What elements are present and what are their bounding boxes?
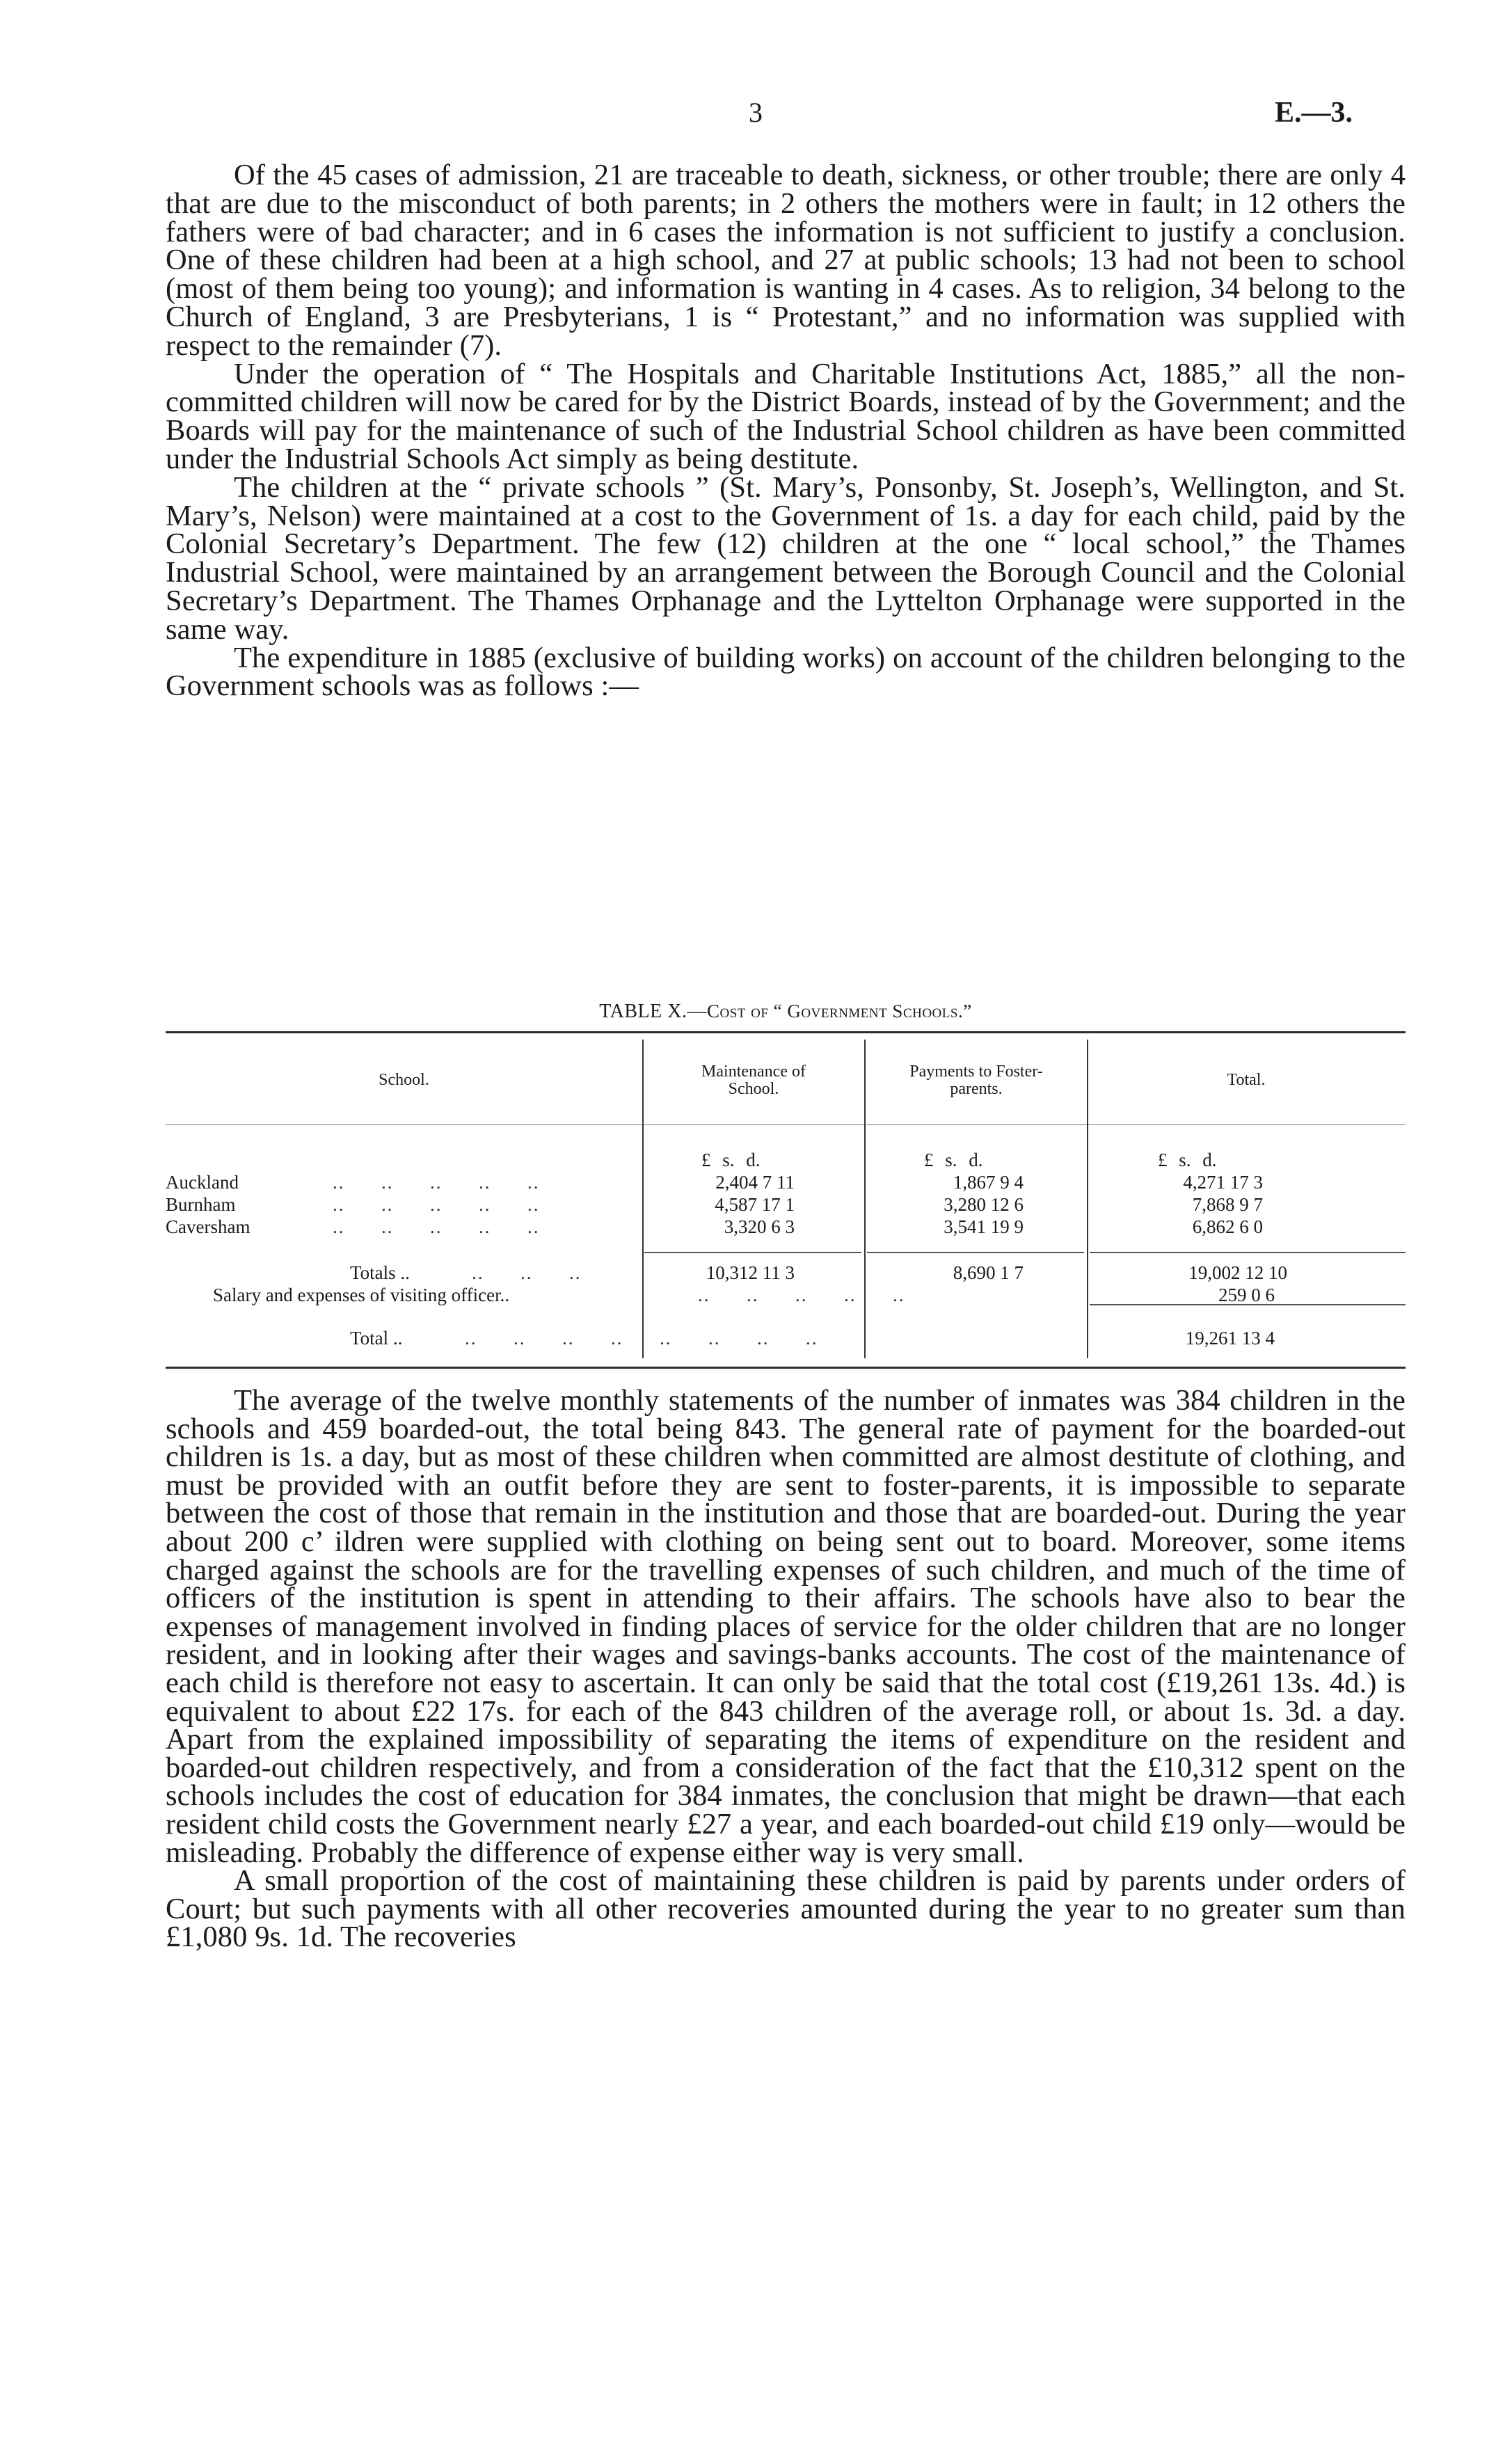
paragraph-admissions: Of the 45 cases of admission, 21 are traceable to death, sickness, or other trouble; there are only 4 that are due to the misconduct of both parents; in 2 others the mothers were in fault; in 12 others the fathers were of bad character; and in 6 cases the information is not sufficient to justify a conclusion. One of these children had been at a high school, and 27 at public schools; 13 had not been to school (most of them being too young); and information is wanting in 4 cases. As to religion, 34 belong to the Church of England, 3 are Presbyterians, 1 is “ Protestant,” and no information was supplied with respect to the remainder (7). <box>166 159 1406 362</box>
body-text-top <box>166 161 1406 701</box>
document-code: E.—3. <box>1275 97 1353 129</box>
header-rule <box>166 1124 1406 1125</box>
table-bottom-rule <box>166 1367 1406 1369</box>
row-maintenance: 4,587 17 1 <box>715 1194 795 1215</box>
header-school: School. <box>379 1071 429 1089</box>
header-total: Total. <box>1227 1071 1266 1089</box>
row-maintenance: 2,404 7 11 <box>715 1172 795 1193</box>
row-total: 4,271 17 3 <box>1183 1172 1263 1193</box>
totals-maintenance: 10,312 11 3 <box>706 1262 795 1283</box>
row-payments: 1,867 9 4 <box>953 1172 1024 1193</box>
table-title-prefix: TABLE X.— <box>599 1001 707 1022</box>
header-payments: Payments to Foster-parents. <box>909 1063 1043 1098</box>
row-total: 6,862 6 0 <box>1192 1216 1263 1237</box>
paragraph-average-inmates: The average of the twelve monthly statements of the number of inmates was 384 children in the schools and 459 boarded-out, the total being 843. The general rate of payment for the boarded-out children is 1s. a day, but as most of these children when committed are almost destitute of clothing, and must be provided with an outfit before they are sent to foster-parents, it is impossible to separate between the cost of those that remain in the institution and those that are boarded-out. During the year about 200 c’ ildren were supplied with clothing on being sent out to board. Moreover, some items charged against the schools are for the travelling expenses of such children, and much of the time of officers of the institution is spent in attending to their affairs. The schools have also to bear the expenses of management involved in finding places of service for the older children that are no longer resident, and in looking after their wages and savings-banks accounts. The cost of the maintenance of each child is therefore not easy to ascertain. It can only be said that the total cost (£19,261 13s. 4d.) is equivalent to about £22 17s. for each of the 843 children of the average roll, or about 1s. 3d. a day. Apart from the explained impossibility of separating the items of expenditure on the resident and boarded-out children respectively, and from a consideration of the fact that the £10,312 spent on the schools includes the cost of education for 384 inmates, the conclusion that might be drawn—that each resident child costs the Government nearly £27 a year, and each boarded-out child £19 only—would be misleading. Probably the difference of expense either way is very small. <box>166 1384 1406 1869</box>
leader-dots: .. .. .. .. .. .. .. .. <box>465 1328 818 1349</box>
column-divider <box>864 1040 866 1358</box>
row-total: 7,868 9 7 <box>1192 1194 1263 1215</box>
salary-total: 259 0 6 <box>1218 1285 1275 1305</box>
paragraph-private-schools: The children at the “ private schools ” (St. Mary’s, Ponsonby, St. Joseph’s, Wellington, and St. Mary’s, Nelson) were maintained at a cost to the Government of 1s. a day for each child, paid by the Colonial Secretary’s Department. The few (12) children at the one “ local school,” the Thames Industrial School, were maintained by an arrangement between the Borough Council and the Colonial Secretary’s Department. The Thames Orphanage and the Lyttelton Orphanage were supported in the same way. <box>166 470 1406 646</box>
table-top-rule <box>166 1031 1406 1033</box>
page-number: 3 <box>749 97 763 128</box>
paragraph-hospitals-act: Under the operation of “ The Hospitals and Charitable Institutions Act, 1885,” all the non-committed children will now be cared for by the District Boards, instead of by the Government; and the Boards will pay for the maintenance of such of the Industrial School children as have been committed under the Industrial Schools Act simply as being destitute. <box>166 357 1406 475</box>
subtotal-rule <box>1090 1252 1406 1253</box>
units-payments: £ s. d. <box>924 1150 983 1170</box>
units-maintenance: £ s. d. <box>701 1150 761 1170</box>
cost-table <box>166 1031 1406 1368</box>
units-total: £ s. d. <box>1158 1150 1217 1170</box>
totals-total: 19,002 12 10 <box>1188 1262 1287 1283</box>
table-title-rest: Cost of “ Government Schools.” <box>706 1001 972 1021</box>
leader-dots: .. .. .. .. .. <box>698 1285 905 1305</box>
row-school: Caversham <box>166 1216 250 1237</box>
grand-total-label: Total .. <box>350 1328 403 1349</box>
table-title <box>166 1001 1406 1023</box>
subtotal-rule <box>867 1252 1084 1253</box>
row-payments: 3,541 19 9 <box>944 1216 1024 1237</box>
row-maintenance: 3,320 6 3 <box>724 1216 795 1237</box>
body-text-bottom <box>166 1384 1406 1954</box>
row-school: Burnham <box>166 1194 236 1215</box>
grand-total-value: 19,261 13 4 <box>1185 1328 1275 1349</box>
totals-label: Totals .. <box>350 1262 410 1283</box>
row-school: Auckland <box>166 1172 239 1193</box>
salary-label: Salary and expenses of visiting officer.. <box>213 1285 510 1305</box>
totals-payments: 8,690 1 7 <box>953 1262 1024 1283</box>
leader-dots: .. .. .. .. .. <box>333 1216 540 1237</box>
paragraph-expenditure-intro: The expenditure in 1885 (exclusive of building works) on account of the children belonging to the Government schools was as follows :— <box>166 641 1406 703</box>
leader-dots: .. .. .. .. .. <box>333 1194 540 1215</box>
column-divider <box>642 1040 644 1358</box>
leader-dots: .. .. .. <box>472 1262 582 1283</box>
subtotal-rule <box>644 1252 861 1253</box>
row-payments: 3,280 12 6 <box>944 1194 1024 1215</box>
leader-dots: .. .. .. .. .. <box>333 1172 540 1193</box>
paragraph-recoveries: A small proportion of the cost of maintaining these children is paid by parents under orders of Court; but such payments with all other recoveries amounted during the year to no greater sum than £1,080 9s. 1d. The recoveries <box>166 1864 1406 1954</box>
header-maintenance: Maintenance of School. <box>701 1063 806 1098</box>
